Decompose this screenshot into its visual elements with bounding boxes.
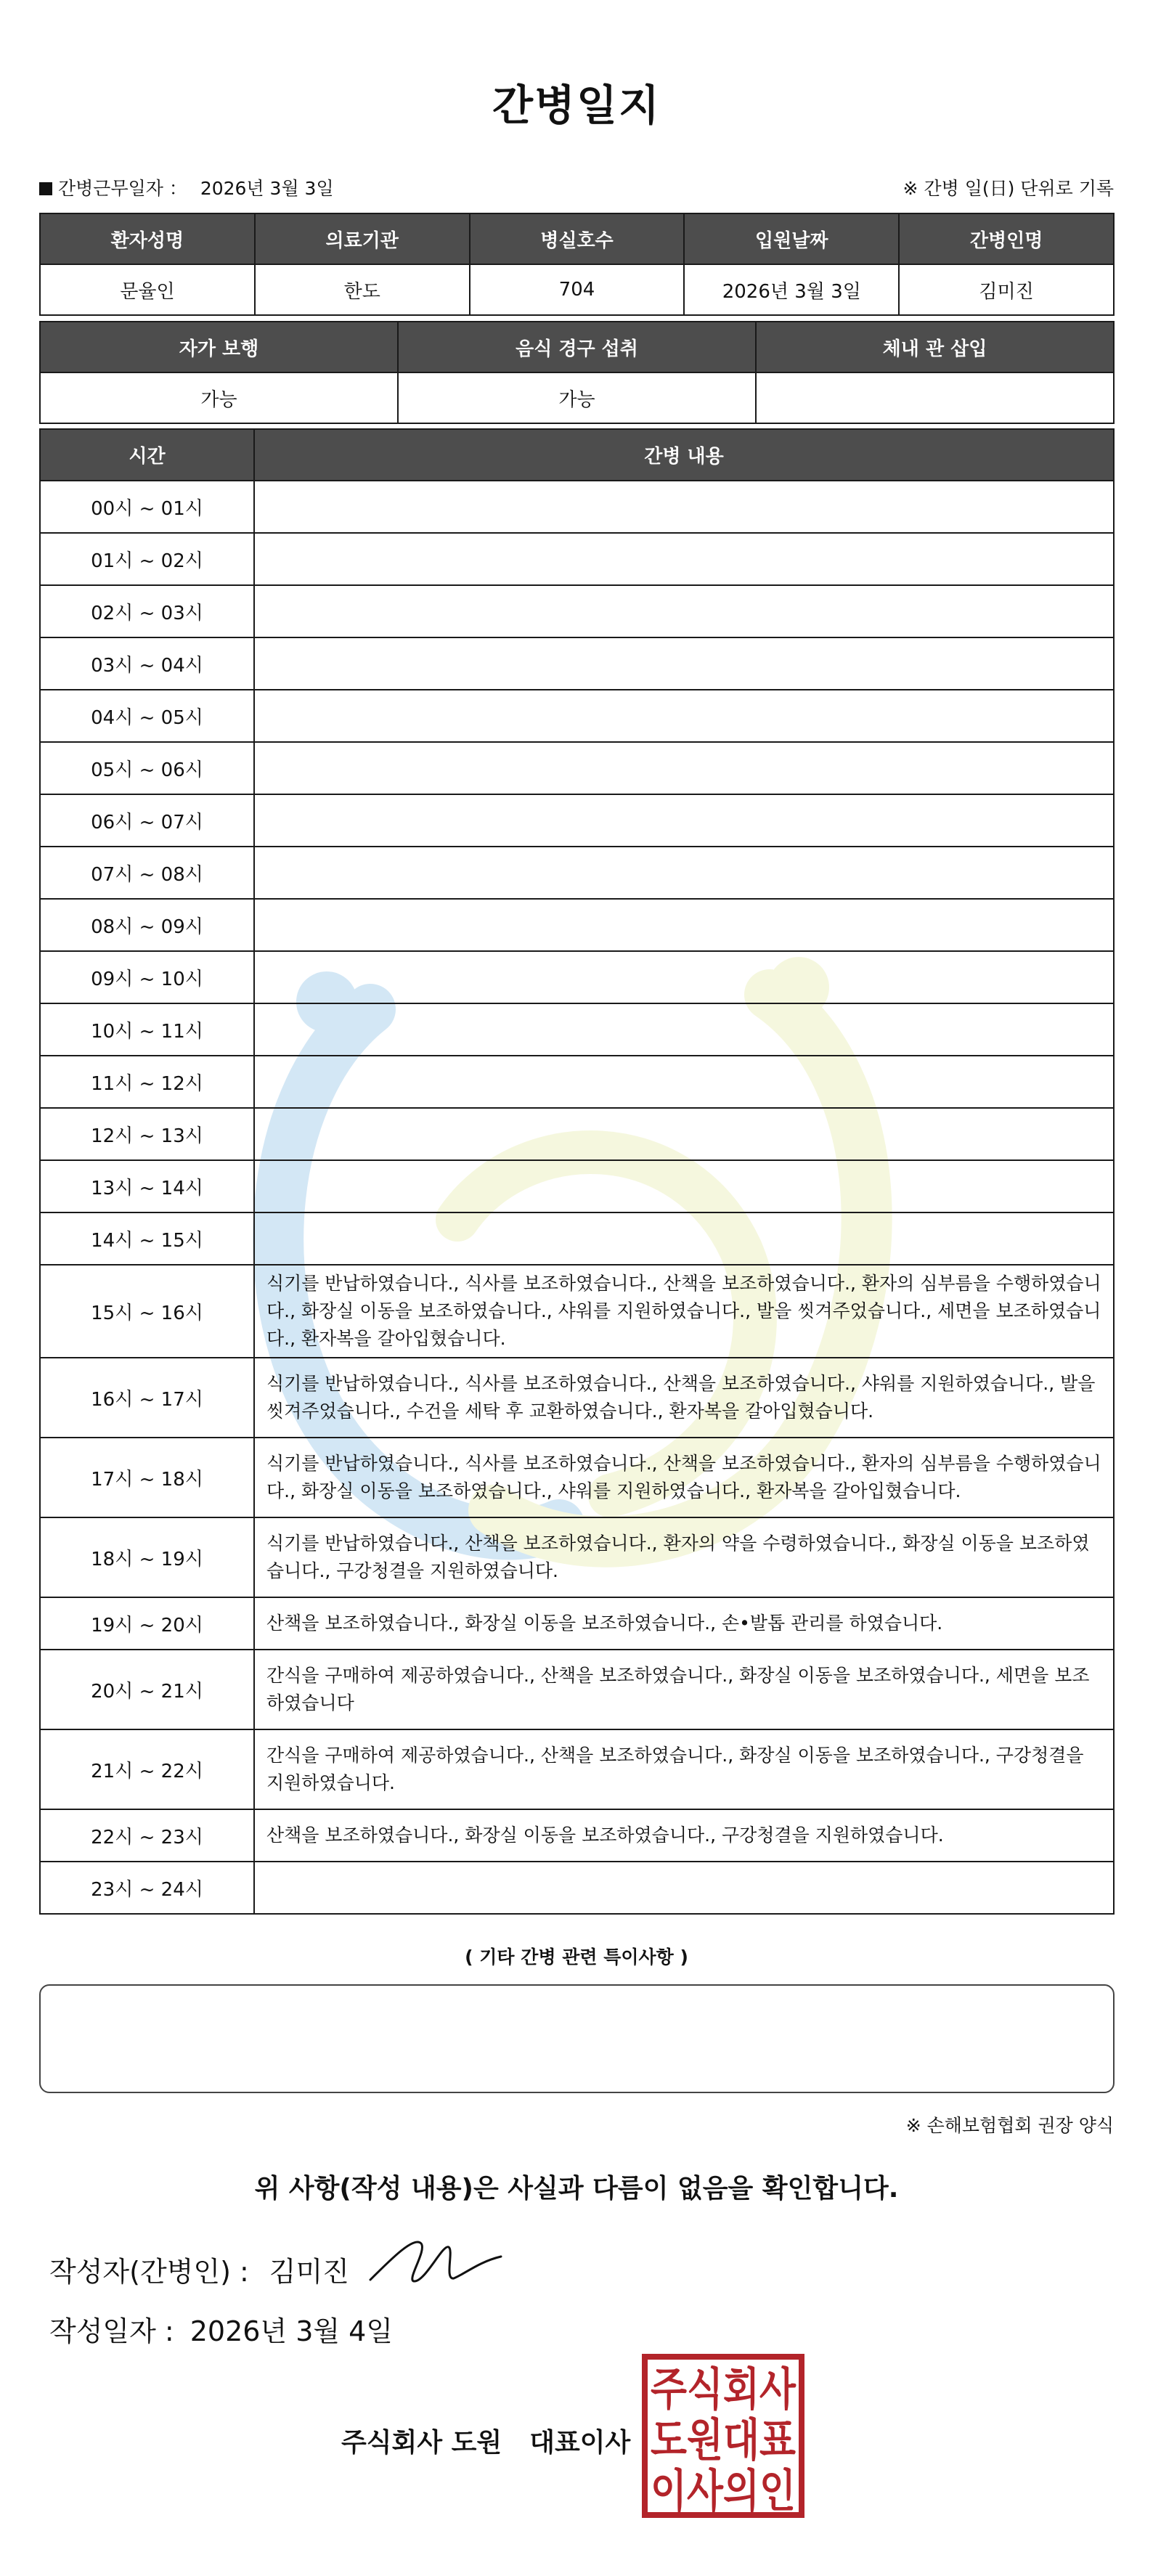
written-date-label: 작성일자 :	[49, 2315, 174, 2347]
svg-text:이사의인: 이사의인	[651, 2464, 796, 2517]
svg-text:주식회사: 주식회사	[651, 2363, 796, 2416]
log-content-cell: 식기를 반납하였습니다., 식사를 보조하였습니다., 산책을 보조하였습니다., 환자의 심부름을 수행하였습니다., 화장실 이동을 보조하였습니다., 샤워를 지원하였습니다., 환자복을 갈아입혔습니다.	[254, 1438, 1114, 1517]
patient-name-cell: 문율인	[40, 264, 255, 315]
log-time-cell: 18시 ~ 19시	[40, 1517, 254, 1597]
log-time-cell: 15시 ~ 16시	[40, 1265, 254, 1358]
log-time-cell: 06시 ~ 07시	[40, 794, 254, 847]
log-row	[40, 1108, 1114, 1160]
log-row	[40, 899, 1114, 951]
log-content-cell: 식기를 반납하였습니다., 식사를 보조하였습니다., 산책을 보조하였습니다., 샤워를 지원하였습니다., 발을 씻겨주었습니다., 수건을 세탁 후 교환하였습니다., 환자복을 갈아입혔습니다.	[254, 1358, 1114, 1438]
log-content-cell	[254, 585, 1114, 637]
caregiver-name-cell: 김미진	[899, 264, 1114, 315]
header-patient-name: 환자성명	[40, 213, 255, 264]
log-content-cell: 산책을 보조하였습니다., 화장실 이동을 보조하였습니다., 손•발톱 관리를 하였습니다.	[254, 1597, 1114, 1650]
writer-label: 작성자(간병인) :	[49, 2256, 249, 2288]
log-time-cell: 19시 ~ 20시	[40, 1597, 254, 1650]
log-time-cell: 04시 ~ 05시	[40, 690, 254, 742]
care-log-body	[40, 481, 1114, 1914]
log-row	[40, 1160, 1114, 1212]
log-row	[40, 847, 1114, 899]
log-row	[40, 742, 1114, 794]
log-time-cell: 10시 ~ 11시	[40, 1003, 254, 1056]
log-time-cell: 16시 ~ 17시	[40, 1358, 254, 1438]
header-admission-date: 입원날짜	[684, 213, 899, 264]
admission-date-cell: 2026년 3월 3일	[684, 264, 899, 315]
log-row	[40, 585, 1114, 637]
work-date-value: 2026년 3월 3일	[200, 178, 334, 199]
log-content-cell	[254, 637, 1114, 690]
document-title: 간병일지	[492, 81, 661, 130]
header-self-walking: 자가 보행	[40, 322, 398, 372]
patient-info-table	[39, 213, 1115, 316]
recommend-note: ※ 손해보험협회 권장 양식	[905, 2115, 1114, 2136]
handwritten-signature	[363, 2229, 508, 2294]
log-time-cell: 23시 ~ 24시	[40, 1862, 254, 1914]
log-row	[40, 1056, 1114, 1108]
work-date-line	[39, 174, 334, 200]
log-content-cell	[254, 899, 1114, 951]
log-time-cell: 05시 ~ 06시	[40, 742, 254, 794]
log-row	[40, 1862, 1114, 1914]
log-time-cell: 20시 ~ 21시	[40, 1650, 254, 1729]
log-content-cell: 산책을 보조하였습니다., 화장실 이동을 보조하였습니다., 구강청결을 지원하였습니다.	[254, 1809, 1114, 1862]
unit-note: ※ 간병 일(日) 단위로 기록	[903, 178, 1114, 199]
log-row	[40, 481, 1114, 533]
log-time-cell: 13시 ~ 14시	[40, 1160, 254, 1212]
header-caregiver-name: 간병인명	[899, 213, 1114, 264]
log-content-cell	[254, 1862, 1114, 1914]
oral-intake-cell: 가능	[398, 372, 756, 423]
log-time-cell: 22시 ~ 23시	[40, 1809, 254, 1862]
hospital-cell: 한도	[255, 264, 470, 315]
self-walking-cell: 가능	[40, 372, 398, 423]
document-meta	[39, 174, 1114, 203]
log-row	[40, 1003, 1114, 1056]
log-time-cell: 08시 ~ 09시	[40, 899, 254, 951]
log-row	[40, 637, 1114, 690]
written-date-line	[49, 2309, 393, 2349]
log-content-cell	[254, 1160, 1114, 1212]
log-content-cell: 식기를 반납하였습니다., 식사를 보조하였습니다., 산책을 보조하였습니다., 환자의 심부름을 수행하였습니다., 화장실 이동을 보조하였습니다., 샤워를 지원하였습니다., 발을 씻겨주었습니다., 세면을 보조하였습니다., 환자복을 갈아입혔습니다.	[254, 1265, 1114, 1358]
company-seal-stamp	[640, 2352, 806, 2519]
log-content-cell	[254, 1212, 1114, 1265]
writer-name: 김미진	[269, 2256, 349, 2288]
log-content-cell	[254, 794, 1114, 847]
log-time-cell: 02시 ~ 03시	[40, 585, 254, 637]
log-content-cell	[254, 847, 1114, 899]
header-time: 시간	[40, 429, 254, 481]
log-time-cell: 14시 ~ 15시	[40, 1212, 254, 1265]
log-content-cell	[254, 742, 1114, 794]
log-row	[40, 1517, 1114, 1597]
log-content-cell	[254, 1003, 1114, 1056]
confirm-statement: 위 사항(작성 내용)은 사실과 다름이 없음을 확인합니다.	[254, 2174, 899, 2204]
log-content-cell	[254, 951, 1114, 1003]
etc-notes-box	[39, 1984, 1115, 2093]
care-log-table	[39, 428, 1115, 1915]
header-tube-insertion: 체내 관 삽입	[756, 322, 1114, 372]
representative-title: 대표이사	[529, 2428, 631, 2458]
log-time-cell: 07시 ~ 08시	[40, 847, 254, 899]
patient-ability-table	[39, 321, 1115, 424]
header-hospital: 의료기관	[255, 213, 470, 264]
log-content-cell	[254, 481, 1114, 533]
company-line	[341, 2422, 630, 2459]
room-number-cell: 704	[470, 264, 685, 315]
log-content-cell	[254, 1108, 1114, 1160]
square-bullet-icon	[39, 182, 52, 195]
written-date-value: 2026년 3월 4일	[190, 2315, 394, 2347]
log-row	[40, 1650, 1114, 1729]
log-row	[40, 1809, 1114, 1862]
log-time-cell: 09시 ~ 10시	[40, 951, 254, 1003]
log-time-cell: 17시 ~ 18시	[40, 1438, 254, 1517]
log-row	[40, 794, 1114, 847]
log-row	[40, 951, 1114, 1003]
writer-line	[49, 2249, 349, 2289]
company-name: 주식회사 도원	[341, 2428, 502, 2458]
log-time-cell: 01시 ~ 02시	[40, 533, 254, 585]
work-date-label: 간병근무일자 ：	[58, 178, 187, 199]
header-room-number: 병실호수	[470, 213, 685, 264]
log-row	[40, 533, 1114, 585]
log-row	[40, 1265, 1114, 1358]
log-content-cell: 간식을 구매하여 제공하였습니다., 산책을 보조하였습니다., 화장실 이동을 보조하였습니다., 구강청결을 지원하였습니다.	[254, 1729, 1114, 1809]
etc-title: ( 기타 간병 관련 특이사항 )	[465, 1947, 688, 1968]
log-row	[40, 1729, 1114, 1809]
log-time-cell: 03시 ~ 04시	[40, 637, 254, 690]
log-time-cell: 00시 ~ 01시	[40, 481, 254, 533]
log-row	[40, 1212, 1114, 1265]
log-time-cell: 12시 ~ 13시	[40, 1108, 254, 1160]
log-content-cell: 간식을 구매하여 제공하였습니다., 산책을 보조하였습니다., 화장실 이동을 보조하였습니다., 세면을 보조하였습니다	[254, 1650, 1114, 1729]
log-row	[40, 1358, 1114, 1438]
svg-text:도원대표: 도원대표	[651, 2413, 796, 2466]
log-row	[40, 690, 1114, 742]
log-row	[40, 1438, 1114, 1517]
header-oral-intake: 음식 경구 섭취	[398, 322, 756, 372]
log-content-cell: 식기를 반납하였습니다., 산책을 보조하였습니다., 환자의 약을 수령하였습니다., 화장실 이동을 보조하였습니다., 구강청결을 지원하였습니다.	[254, 1517, 1114, 1597]
log-time-cell: 21시 ~ 22시	[40, 1729, 254, 1809]
log-content-cell	[254, 533, 1114, 585]
header-care-content: 간병 내용	[254, 429, 1114, 481]
tube-insertion-cell	[756, 372, 1114, 423]
log-content-cell	[254, 1056, 1114, 1108]
log-row	[40, 1597, 1114, 1650]
log-time-cell: 11시 ~ 12시	[40, 1056, 254, 1108]
log-content-cell	[254, 690, 1114, 742]
